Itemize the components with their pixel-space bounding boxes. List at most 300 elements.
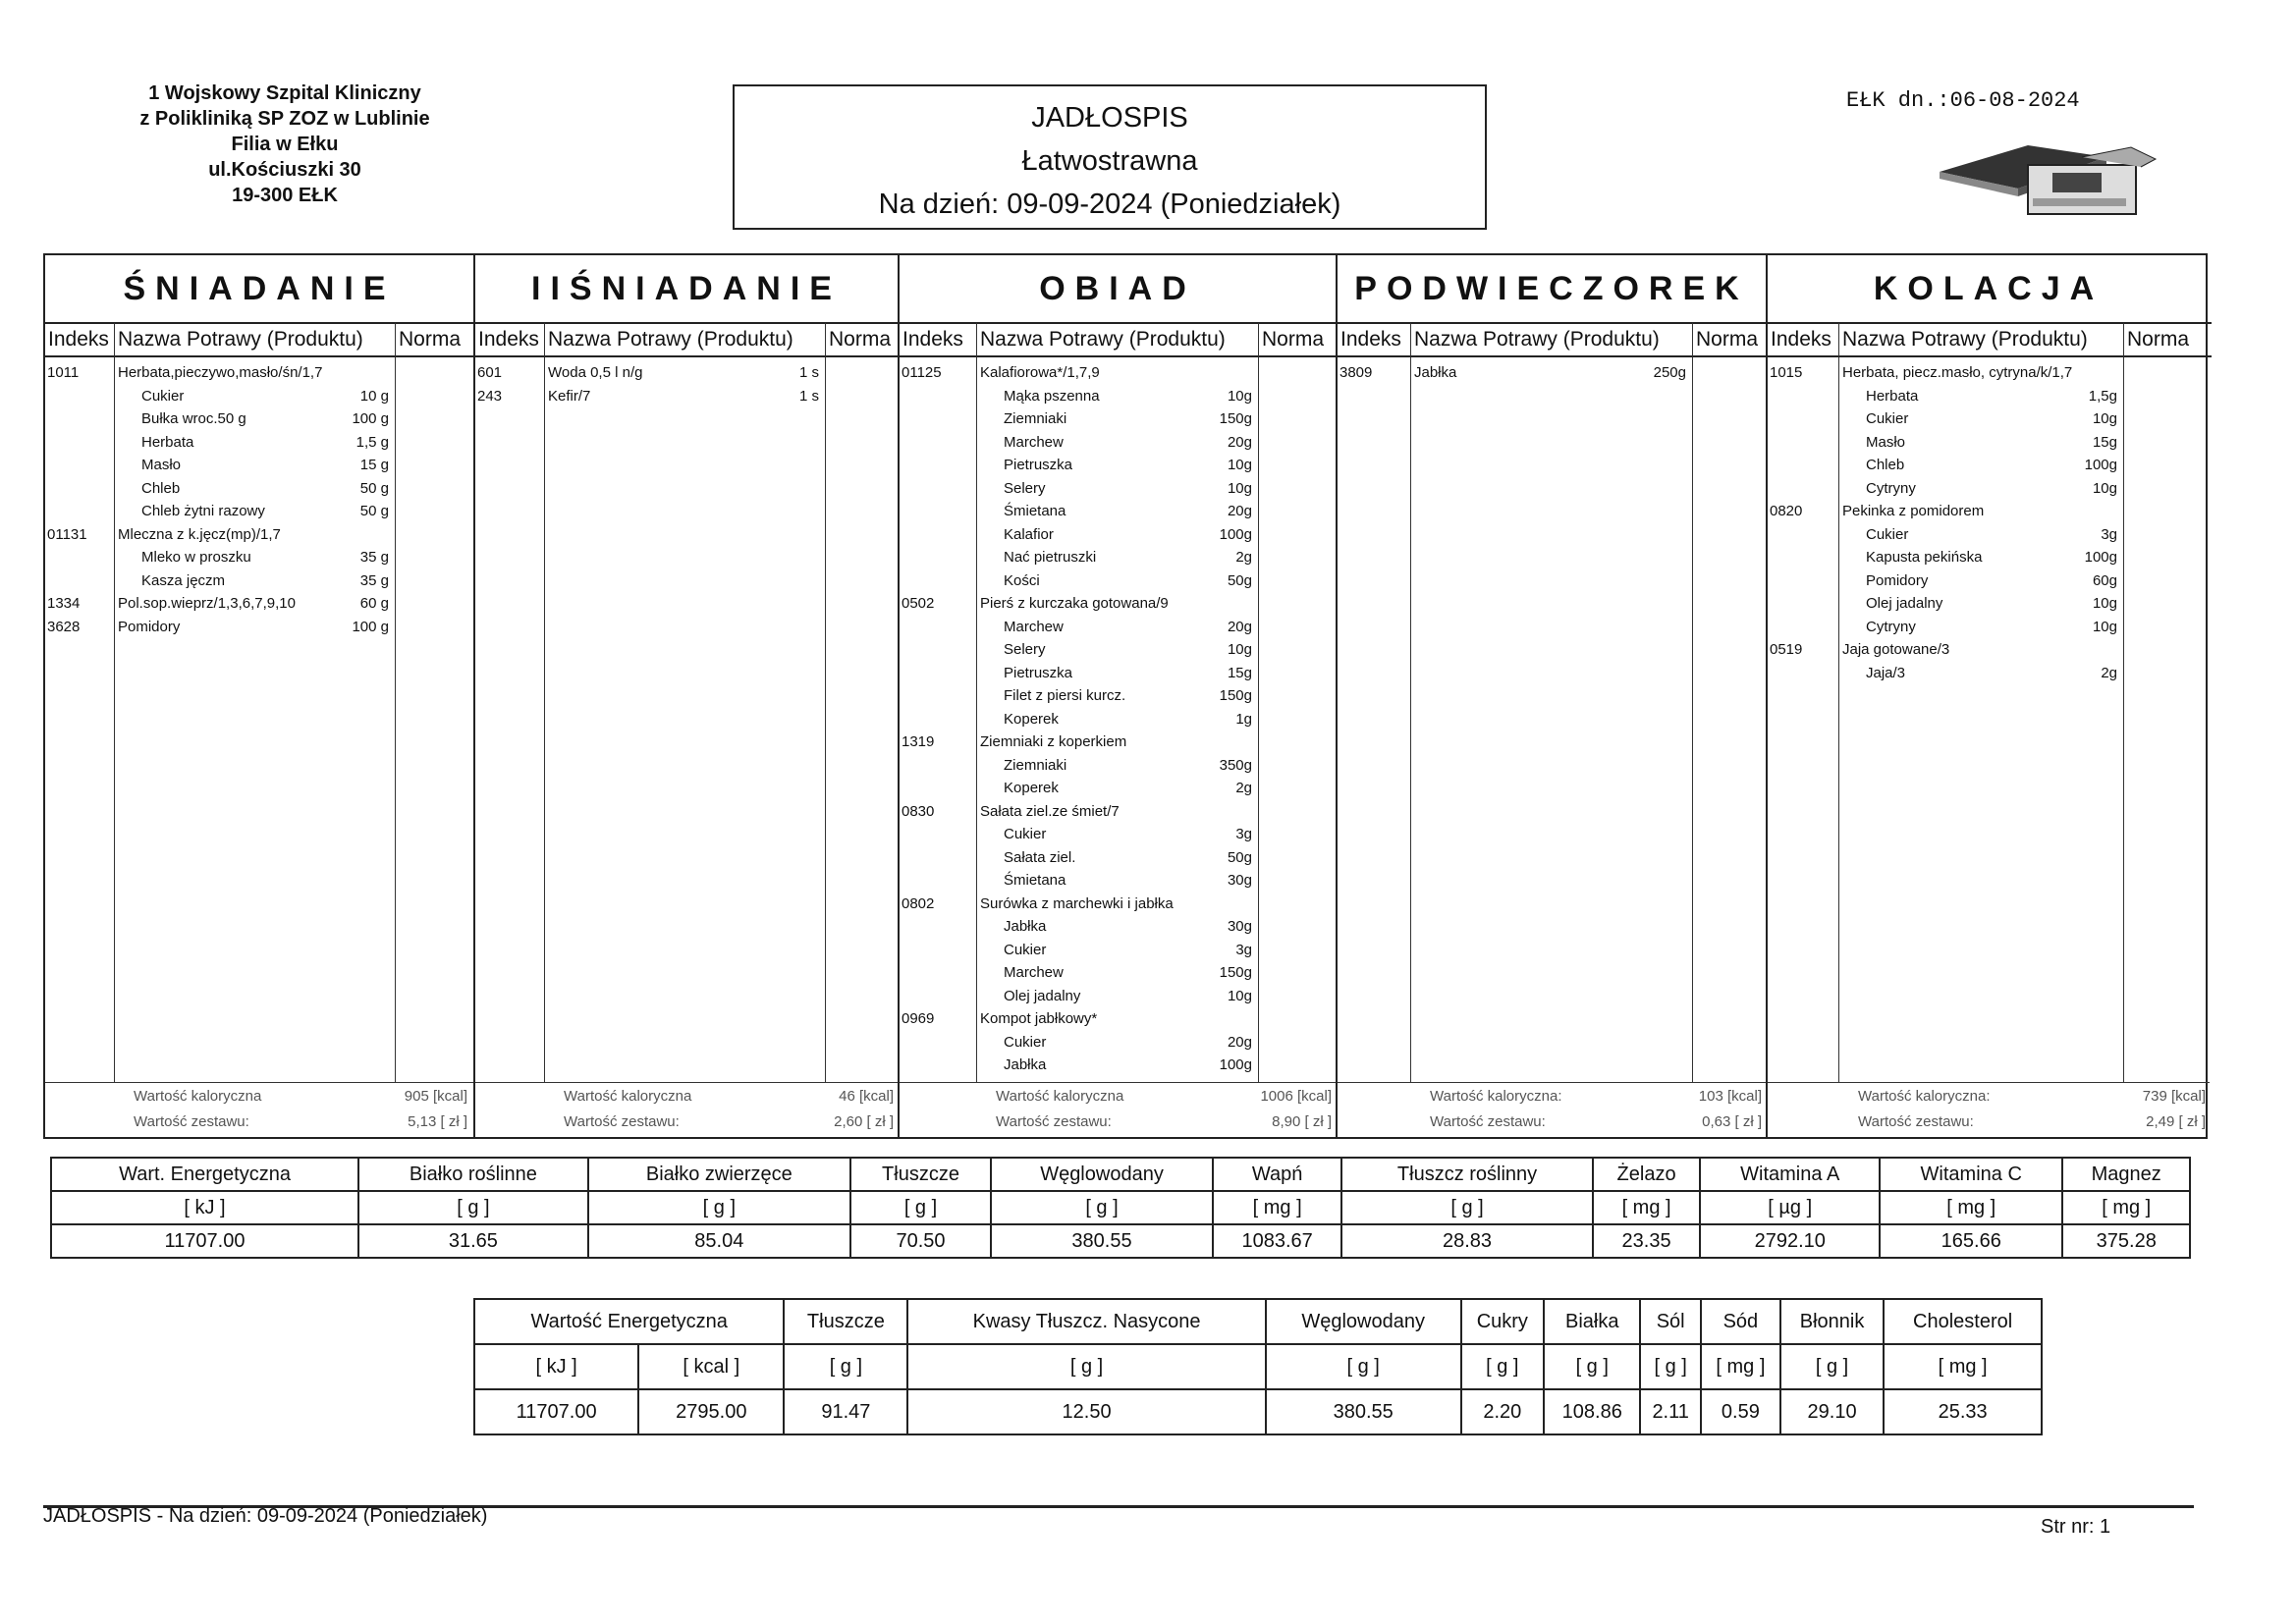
menu-row	[45, 385, 473, 408]
menu-item-name: Kompot jabłkowy*	[980, 1010, 1098, 1027]
menu-item-name: Herbata	[141, 433, 194, 451]
menu-row	[1768, 385, 2212, 408]
menu-item-norma: 1 s	[798, 364, 819, 381]
calorie-amount: 739 [kcal]	[2142, 1088, 2206, 1105]
menu-row	[475, 361, 900, 385]
column-header-norma: Norma	[1258, 322, 1338, 357]
meal-column	[898, 255, 1336, 1137]
nutrient-unit: [ g ]	[784, 1344, 907, 1389]
menu-row	[900, 869, 1338, 893]
menu-item-name: Selery	[1004, 479, 1046, 497]
column-header-indeks: Indeks	[900, 322, 976, 357]
nutrient-value: 31.65	[358, 1224, 588, 1258]
menu-row	[900, 662, 1338, 685]
menu-item-norma: 10g	[1227, 387, 1252, 405]
menu-item-name: Kalafiorowa*/1,7,9	[980, 364, 1100, 381]
menu-row	[1768, 407, 2212, 431]
nutrient-value: 165.66	[1880, 1224, 2062, 1258]
nutrient-unit: [ g ]	[1544, 1344, 1640, 1389]
nutrient-unit-row	[474, 1344, 2042, 1389]
nutrient-value: 29.10	[1780, 1389, 1884, 1434]
nutrient-unit: [ g ]	[1640, 1344, 1700, 1389]
column-header-indeks: Indeks	[475, 322, 544, 357]
menu-row	[900, 454, 1338, 477]
nutrient-header: Witamina C	[1880, 1158, 2062, 1191]
menu-item-norma: 150g	[1219, 964, 1252, 981]
menu-item-norma: 50g	[1227, 571, 1252, 589]
menu-index: 1011	[47, 364, 80, 381]
nutrient-unit: [ µg ]	[1700, 1191, 1880, 1224]
menu-item-name: Śmietana	[1004, 503, 1066, 519]
menu-item-norma: 3g	[1235, 941, 1252, 958]
cost-label: Wartość zestawu:	[1430, 1113, 1546, 1130]
menu-index: 3809	[1339, 364, 1373, 381]
menu-item-name: Cukier	[1004, 941, 1047, 958]
nutrient-value: 2.11	[1640, 1389, 1700, 1434]
menu-item-name: Pietruszka	[1004, 664, 1073, 681]
menu-item-name: Koperek	[1004, 710, 1059, 728]
menu-row	[900, 638, 1338, 662]
menu-index: 0820	[1770, 503, 1803, 519]
nutrient-unit: [ mg ]	[1880, 1191, 2062, 1224]
nutrient-unit: [ kJ ]	[474, 1344, 638, 1389]
menu-item-norma: 10g	[2092, 618, 2117, 635]
column-header-indeks: Indeks	[1768, 322, 1838, 357]
menu-item-norma: 2g	[1235, 780, 1252, 796]
menu-row	[900, 915, 1338, 939]
nutrient-header-row	[474, 1299, 2042, 1344]
menu-item-norma: 20g	[1227, 503, 1252, 519]
menu-item-name: Cukier	[1866, 410, 1909, 427]
menu-row	[1768, 569, 2212, 593]
menu-item-name: Mleczna z k.jęcz(mp)/1,7	[118, 525, 281, 543]
menu-item-name: Herbata, piecz.masło, cytryna/k/1,7	[1842, 364, 2073, 381]
menu-item-norma: 15g	[2092, 433, 2117, 451]
meal-name: ŚNIADANIE	[123, 269, 396, 307]
menu-row	[45, 361, 473, 385]
nutrient-value: 11707.00	[474, 1389, 638, 1434]
nutrient-unit: [ g ]	[850, 1191, 991, 1224]
menu-item-norma: 150g	[1219, 687, 1252, 704]
menu-row	[45, 407, 473, 431]
menu-row	[900, 1031, 1338, 1055]
nutrient-value: 91.47	[784, 1389, 907, 1434]
column-header-norma: Norma	[395, 322, 473, 357]
column-divider	[1410, 357, 1411, 1082]
nutrient-header: Tłuszcze	[850, 1158, 991, 1191]
nutrient-header: Żelazo	[1593, 1158, 1701, 1191]
menu-item-name: Ziemniaki	[1004, 756, 1067, 774]
menu-item-name: Koperek	[1004, 780, 1059, 796]
meal-name: KOLACJA	[1873, 269, 2105, 307]
column-header-nazwa: Nazwa Potrawy (Produktu)	[1410, 322, 1692, 357]
menu-item-norma: 150g	[1219, 410, 1252, 427]
nutrient-unit: [ mg ]	[1884, 1344, 2042, 1389]
menu-row	[900, 893, 1338, 916]
menu-row	[900, 961, 1338, 985]
menu-item-name: Bułka wroc.50 g	[141, 410, 246, 427]
menu-item-norma: 10g	[1227, 987, 1252, 1004]
menu-row	[45, 569, 473, 593]
hospital-line: ul.Kościuszki 30	[208, 159, 361, 181]
menu-row	[900, 939, 1338, 962]
menu-item-name: Nać pietruszki	[1004, 549, 1097, 566]
footer-separator	[1338, 1082, 1766, 1083]
menu-item-name: Ziemniaki	[1004, 410, 1067, 427]
footer-separator	[45, 1082, 473, 1083]
menu-item-name: Jabłka	[1414, 364, 1457, 381]
calorie-amount: 46 [kcal]	[839, 1088, 894, 1105]
menu-item-norma: 15 g	[359, 457, 389, 473]
menu-item-norma: 100g	[2084, 457, 2117, 473]
menu-item-name: Masło	[1866, 433, 1906, 451]
nutrient-header-row	[51, 1158, 2190, 1191]
menu-row	[45, 431, 473, 455]
nutrient-unit-row	[51, 1191, 2190, 1224]
nutrient-unit: [ g ]	[1341, 1191, 1592, 1224]
calorie-label: Wartość kaloryczna	[996, 1088, 1124, 1105]
menu-item-name: Kalafior	[1004, 525, 1054, 543]
meal-column	[1336, 255, 1766, 1137]
menu-index: 0969	[902, 1010, 935, 1027]
menu-row	[900, 708, 1338, 731]
nutrient-header: Witamina A	[1700, 1158, 1880, 1191]
menu-item-norma: 35 g	[359, 549, 389, 566]
menu-index: 01131	[47, 525, 87, 543]
menu-item-norma: 100g	[1219, 525, 1252, 543]
menu-item-name: Kapusta pekińska	[1866, 549, 1983, 566]
calorie-label: Wartość kaloryczna:	[1858, 1088, 1991, 1105]
meal-column	[473, 255, 898, 1137]
menu-item-name: Marchew	[1004, 618, 1064, 635]
cost-amount: 8,90 [ zł ]	[1272, 1113, 1332, 1130]
menu-item-norma: 20g	[1227, 1033, 1252, 1051]
menu-row	[900, 777, 1338, 800]
nutrient-header: Wapń	[1213, 1158, 1341, 1191]
menu-row	[900, 569, 1338, 593]
nutrient-value: 2795.00	[638, 1389, 784, 1434]
menu-index: 0519	[1770, 641, 1803, 658]
menu-item-norma: 50 g	[359, 503, 389, 519]
cost-label: Wartość zestawu:	[564, 1113, 680, 1130]
nutrient-value: 2.20	[1461, 1389, 1544, 1434]
menu-item-name: Marchew	[1004, 964, 1064, 981]
column-header-nazwa: Nazwa Potrawy (Produktu)	[976, 322, 1258, 357]
menu-row	[900, 477, 1338, 501]
menu-row	[45, 546, 473, 569]
footer-separator	[475, 1082, 898, 1083]
menu-item-name: Jabłka	[1004, 1056, 1047, 1073]
menu-row	[1768, 361, 2212, 385]
menu-item-name: Jabłka	[1004, 918, 1047, 935]
hospital-line: 19-300 EŁK	[232, 185, 338, 206]
column-header-norma: Norma	[1692, 322, 1768, 357]
menu-item-name: Selery	[1004, 641, 1046, 658]
cost-amount: 5,13 [ zł ]	[408, 1113, 467, 1130]
footer-separator	[1768, 1082, 2210, 1083]
nutrient-unit: [ kcal ]	[638, 1344, 784, 1389]
menu-index: 01125	[902, 364, 942, 381]
menu-item-norma: 10 g	[359, 387, 389, 405]
menu-row	[900, 846, 1338, 870]
menu-row	[1768, 616, 2212, 639]
menu-item-name: Sałata ziel.	[1004, 848, 1076, 866]
menu-row	[45, 523, 473, 547]
menu-item-name: Mleko w proszku	[141, 549, 251, 566]
menu-row	[475, 385, 900, 408]
menu-row	[900, 385, 1338, 408]
menu-item-name: Herbata,pieczywo,masło/śn/1,7	[118, 364, 323, 381]
menu-item-norma: 30g	[1227, 918, 1252, 935]
nutrient-header: Magnez	[2062, 1158, 2190, 1191]
column-header-indeks: Indeks	[1338, 322, 1410, 357]
menu-index: 243	[477, 387, 503, 405]
menu-item-norma: 250g	[1653, 364, 1686, 381]
column-header-nazwa: Nazwa Potrawy (Produktu)	[114, 322, 395, 357]
nutrient-value-row	[474, 1389, 2042, 1434]
nutrient-header: Błonnik	[1780, 1299, 1884, 1344]
meal-name: IIŚNIADANIE	[531, 269, 842, 307]
menu-row	[900, 546, 1338, 569]
menu-item-name: Pol.sop.wieprz/1,3,6,7,9,10	[118, 595, 296, 612]
nutrient-value: 375.28	[2062, 1224, 2190, 1258]
menu-item-norma: 100 g	[352, 618, 389, 635]
nutrient-value: 12.50	[907, 1389, 1265, 1434]
nutrient-header: Sól	[1640, 1299, 1700, 1344]
menu-item-name: Cytryny	[1866, 479, 1916, 497]
meal-column	[1766, 255, 2210, 1137]
menu-item-norma: 10g	[1227, 457, 1252, 473]
menu-row	[900, 523, 1338, 547]
menu-index: 1334	[47, 595, 81, 612]
menu-item-name: Jaja gotowane/3	[1842, 641, 1950, 658]
menu-row	[900, 616, 1338, 639]
menu-item-norma: 50 g	[359, 479, 389, 497]
nutrient-unit: [ g ]	[358, 1191, 588, 1224]
nutrient-value: 23.35	[1593, 1224, 1701, 1258]
nutrient-table-2	[473, 1298, 2043, 1435]
menu-item-name: Pekinka z pomidorem	[1842, 503, 1985, 519]
calorie-label: Wartość kaloryczna	[564, 1088, 692, 1105]
cost-amount: 2,49 [ zł ]	[2146, 1113, 2206, 1130]
menu-row	[1338, 361, 1768, 385]
menu-item-norma: 100 g	[352, 410, 389, 427]
cost-amount: 0,63 [ zł ]	[1702, 1113, 1762, 1130]
menu-row	[1768, 454, 2212, 477]
hospital-line: 1 Wojskowy Szpital Kliniczny	[148, 82, 421, 104]
menu-item-name: Chleb żytni razowy	[141, 503, 265, 519]
nutrient-value: 1083.67	[1213, 1224, 1341, 1258]
menu-item-norma: 100g	[1219, 1056, 1252, 1073]
menu-row	[900, 800, 1338, 824]
menu-row	[900, 684, 1338, 708]
title-box	[733, 84, 1487, 230]
menu-row	[900, 1007, 1338, 1031]
menu-item-norma: 100g	[2084, 549, 2117, 566]
nutrient-value: 70.50	[850, 1224, 991, 1258]
menu-item-norma: 10g	[2092, 410, 2117, 427]
menu-item-name: Mąka pszenna	[1004, 387, 1100, 405]
menu-item-name: Cytryny	[1866, 618, 1916, 635]
calorie-amount: 103 [kcal]	[1698, 1088, 1762, 1105]
nutrient-header: Tłuszcze	[784, 1299, 907, 1344]
menu-item-name: Surówka z marchewki i jabłka	[980, 894, 1174, 912]
menu-index: 0502	[902, 595, 935, 612]
menu-item-norma: 10g	[1227, 641, 1252, 658]
nutrient-value: 0.59	[1701, 1389, 1780, 1434]
menu-index: 3628	[47, 618, 81, 635]
nutrient-unit: [ g ]	[588, 1191, 850, 1224]
column-header-norma: Norma	[825, 322, 900, 357]
menu-index: 0830	[902, 802, 935, 820]
nutrient-unit: [ mg ]	[2062, 1191, 2190, 1224]
nutrient-header: Białko zwierzęce	[588, 1158, 850, 1191]
menu-date: Na dzień: 09-09-2024 (Poniedziałek)	[878, 189, 1341, 220]
menu-item-name: Marchew	[1004, 433, 1064, 451]
menu-grid	[43, 253, 2208, 1139]
menu-item-name: Pietruszka	[1004, 457, 1073, 473]
hospital-line: z Polikliniką SP ZOZ w Lublinie	[139, 108, 430, 130]
menu-row	[1768, 477, 2212, 501]
menu-item-norma: 10g	[2092, 595, 2117, 612]
nutrient-header: Sód	[1701, 1299, 1780, 1344]
nutrient-unit: [ g ]	[1780, 1344, 1884, 1389]
menu-item-norma: 60 g	[359, 595, 389, 612]
menu-row	[900, 431, 1338, 455]
menu-item-name: Kasza jęczm	[141, 571, 226, 589]
menu-item-norma: 3g	[2101, 525, 2117, 543]
menu-item-norma: 20g	[1227, 433, 1252, 451]
menu-row	[45, 616, 473, 639]
menu-item-name: Pierś z kurczaka gotowana/9	[980, 595, 1169, 612]
menu-row	[900, 592, 1338, 616]
nutrient-value: 28.83	[1341, 1224, 1592, 1258]
menu-index: 1015	[1770, 364, 1803, 381]
hospital-address	[98, 81, 471, 208]
calorie-amount: 905 [kcal]	[404, 1088, 467, 1105]
nutrient-unit: [ g ]	[991, 1191, 1213, 1224]
nutrient-header: Wart. Energetyczna	[51, 1158, 358, 1191]
menu-item-name: Cukier	[1004, 1033, 1047, 1051]
nutrient-unit: [ g ]	[1461, 1344, 1544, 1389]
menu-row	[45, 500, 473, 523]
menu-row	[1768, 500, 2212, 523]
column-header-nazwa: Nazwa Potrawy (Produktu)	[544, 322, 825, 357]
nutrient-unit: [ mg ]	[1593, 1191, 1701, 1224]
meal-column	[45, 255, 473, 1137]
menu-row	[45, 592, 473, 616]
menu-item-norma: 10g	[1227, 479, 1252, 497]
printer-illustration	[1935, 137, 2170, 236]
column-divider	[1692, 357, 1693, 1082]
nutrient-value: 11707.00	[51, 1224, 358, 1258]
nutrient-header: Cholesterol	[1884, 1299, 2042, 1344]
menu-item-norma: 10g	[2092, 479, 2117, 497]
menu-item-norma: 1,5g	[2088, 387, 2117, 405]
cost-amount: 2,60 [ zł ]	[834, 1113, 894, 1130]
menu-row	[1768, 662, 2212, 685]
column-divider	[825, 357, 826, 1082]
nutrient-value: 25.33	[1884, 1389, 2042, 1434]
menu-item-norma: 50g	[1227, 848, 1252, 866]
menu-row	[1768, 431, 2212, 455]
menu-row	[900, 1054, 1338, 1077]
menu-row	[900, 754, 1338, 778]
menu-item-name: Pomidory	[1866, 571, 1929, 589]
nutrient-header: Białko roślinne	[358, 1158, 588, 1191]
nutrient-unit: [ mg ]	[1213, 1191, 1341, 1224]
menu-item-name: Ziemniaki z koperkiem	[980, 733, 1127, 750]
menu-item-norma: 30g	[1227, 872, 1252, 889]
menu-item-norma: 15g	[1227, 664, 1252, 681]
menu-item-name: Kefir/7	[548, 387, 591, 405]
menu-item-norma: 2g	[1235, 549, 1252, 566]
menu-item-norma: 1,5 g	[355, 433, 389, 451]
calorie-label: Wartość kaloryczna	[134, 1088, 262, 1105]
menu-item-name: Jaja/3	[1866, 664, 1906, 681]
menu-item-name: Olej jadalny	[1004, 987, 1081, 1004]
menu-item-name: Olej jadalny	[1866, 595, 1943, 612]
menu-row	[1768, 523, 2212, 547]
nutrient-value: 380.55	[991, 1224, 1213, 1258]
menu-index: 1319	[902, 733, 935, 750]
meal-name: OBIAD	[1039, 269, 1196, 307]
menu-row	[45, 454, 473, 477]
menu-row	[1768, 638, 2212, 662]
nutrient-value: 380.55	[1266, 1389, 1461, 1434]
menu-item-name: Cukier	[141, 387, 185, 405]
nutrient-table-1	[50, 1157, 2191, 1259]
menu-item-name: Woda 0,5 l n/g	[548, 364, 643, 381]
nutrient-unit: [ mg ]	[1701, 1344, 1780, 1389]
menu-item-name: Cukier	[1004, 826, 1047, 842]
column-divider	[544, 357, 545, 1082]
column-header-indeks: Indeks	[45, 322, 114, 357]
menu-item-norma: 2g	[2101, 664, 2117, 681]
menu-index: 0802	[902, 894, 935, 912]
menu-row	[900, 407, 1338, 431]
nutrient-header: Białka	[1544, 1299, 1640, 1344]
menu-row	[900, 823, 1338, 846]
menu-row	[900, 361, 1338, 385]
cost-label: Wartość zestawu:	[996, 1113, 1112, 1130]
menu-item-norma: 1g	[1235, 710, 1252, 728]
nutrient-header: Węglowodany	[1266, 1299, 1461, 1344]
nutrient-value: 108.86	[1544, 1389, 1640, 1434]
menu-item-name: Herbata	[1866, 387, 1919, 405]
menu-row	[45, 477, 473, 501]
place-date: EŁK dn.:06-08-2024	[1846, 88, 2080, 113]
menu-item-name: Sałata ziel.ze śmiet/7	[980, 802, 1120, 820]
menu-item-norma: 3g	[1235, 826, 1252, 842]
menu-item-name: Kości	[1004, 571, 1040, 589]
menu-item-name: Pomidory	[118, 618, 181, 635]
nutrient-header: Tłuszcz roślinny	[1341, 1158, 1592, 1191]
menu-item-norma: 20g	[1227, 618, 1252, 635]
menu-item-name: Filet z piersi kurcz.	[1004, 687, 1126, 704]
nutrient-value-row	[51, 1224, 2190, 1258]
document-title: JADŁOSPIS	[1031, 102, 1188, 134]
menu-item-name: Chleb	[141, 479, 181, 497]
cost-label: Wartość zestawu:	[1858, 1113, 1974, 1130]
menu-item-name: Śmietana	[1004, 872, 1066, 889]
menu-item-name: Cukier	[1866, 525, 1909, 543]
menu-row	[900, 985, 1338, 1008]
menu-row	[1768, 592, 2212, 616]
calorie-amount: 1006 [kcal]	[1260, 1088, 1332, 1105]
page-number: Str nr: 1	[2041, 1516, 2111, 1538]
hospital-line: Filia w Ełku	[231, 134, 339, 155]
